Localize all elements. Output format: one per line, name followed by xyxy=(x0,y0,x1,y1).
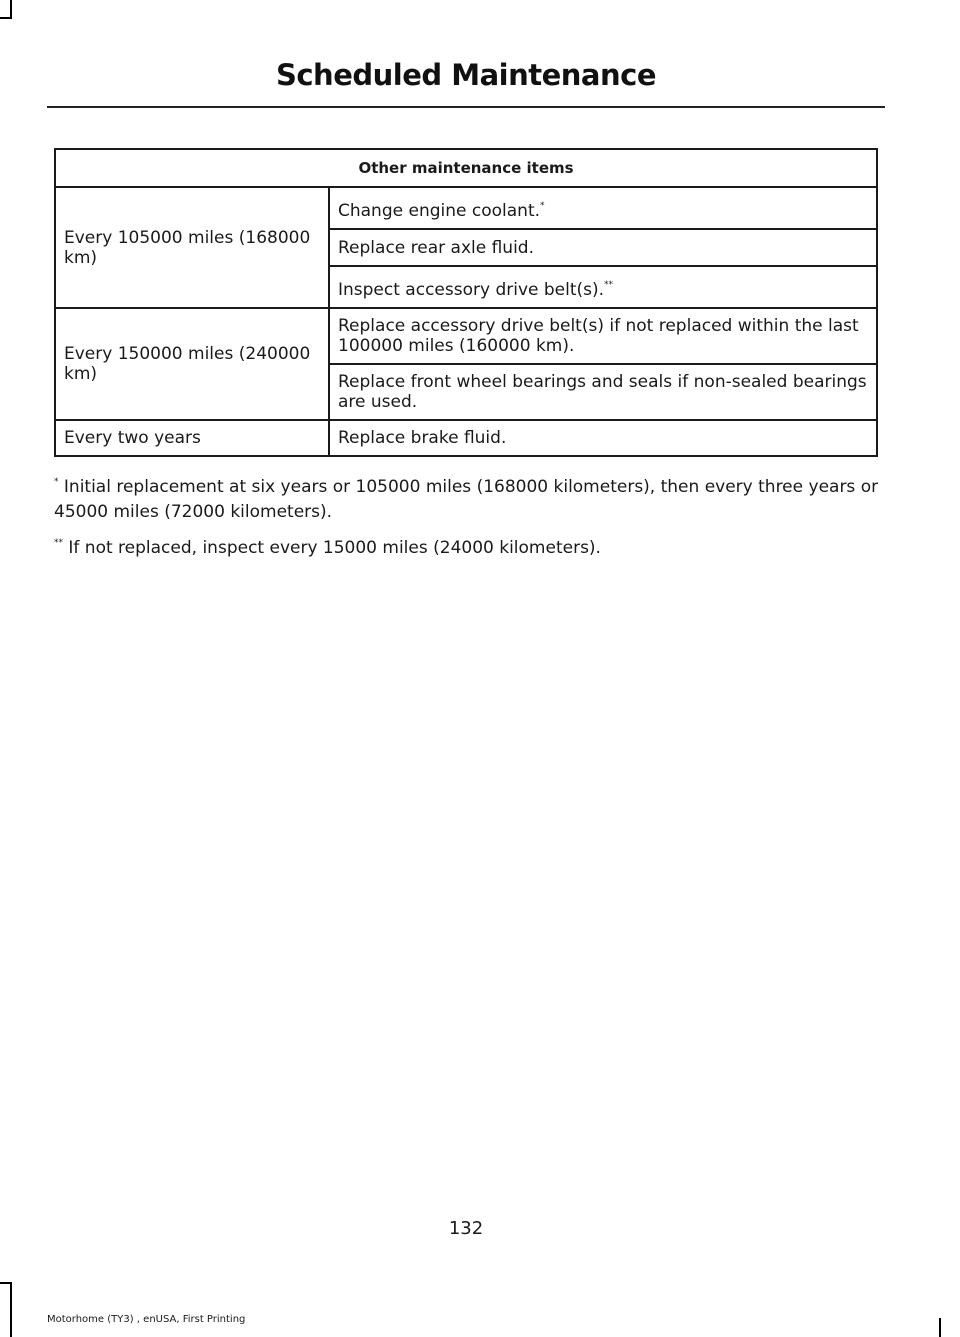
crop-mark xyxy=(0,17,12,19)
interval-cell: Every two years xyxy=(55,420,329,456)
crop-mark xyxy=(10,1282,12,1337)
header-rule xyxy=(47,106,885,108)
interval-cell: Every 150000 miles (240000 km) xyxy=(55,308,329,420)
page-title: Scheduled Maintenance xyxy=(275,58,657,92)
footnote: ** If not replaced, inspect every 15000 miles (24000 kilometers). xyxy=(54,538,601,558)
crop-mark xyxy=(939,1318,941,1337)
footnotes xyxy=(54,470,880,567)
interval-cell: Every 105000 miles (168000 km) xyxy=(55,187,329,308)
maintenance-item: Replace rear axle fluid. xyxy=(329,229,877,266)
footnote: * Initial replacement at six years or 105000 miles (168000 kilometers), then every three years or 45000 miles (72000 kilometers). xyxy=(54,477,879,522)
maintenance-item: Replace front wheel bearings and seals if non-sealed bearings are used. xyxy=(329,364,877,420)
footnote-mark: * xyxy=(540,200,545,211)
maintenance-table xyxy=(54,148,878,457)
footer-text: Motorhome (TY3) , enUSA, First Printing xyxy=(47,1314,246,1325)
maintenance-item: Inspect accessory drive belt(s).** xyxy=(329,266,877,308)
maintenance-item: Change engine coolant.* xyxy=(329,187,877,229)
table-caption: Other maintenance items xyxy=(55,149,877,187)
maintenance-item: Replace accessory drive belt(s) if not replaced within the last 100000 miles (160000 km). xyxy=(329,308,877,364)
maintenance-item: Replace brake fluid. xyxy=(329,420,877,456)
page-number: 132 xyxy=(448,1218,484,1239)
crop-mark xyxy=(0,1282,12,1284)
crop-mark xyxy=(10,0,12,18)
footnote-mark: ** xyxy=(604,279,614,290)
